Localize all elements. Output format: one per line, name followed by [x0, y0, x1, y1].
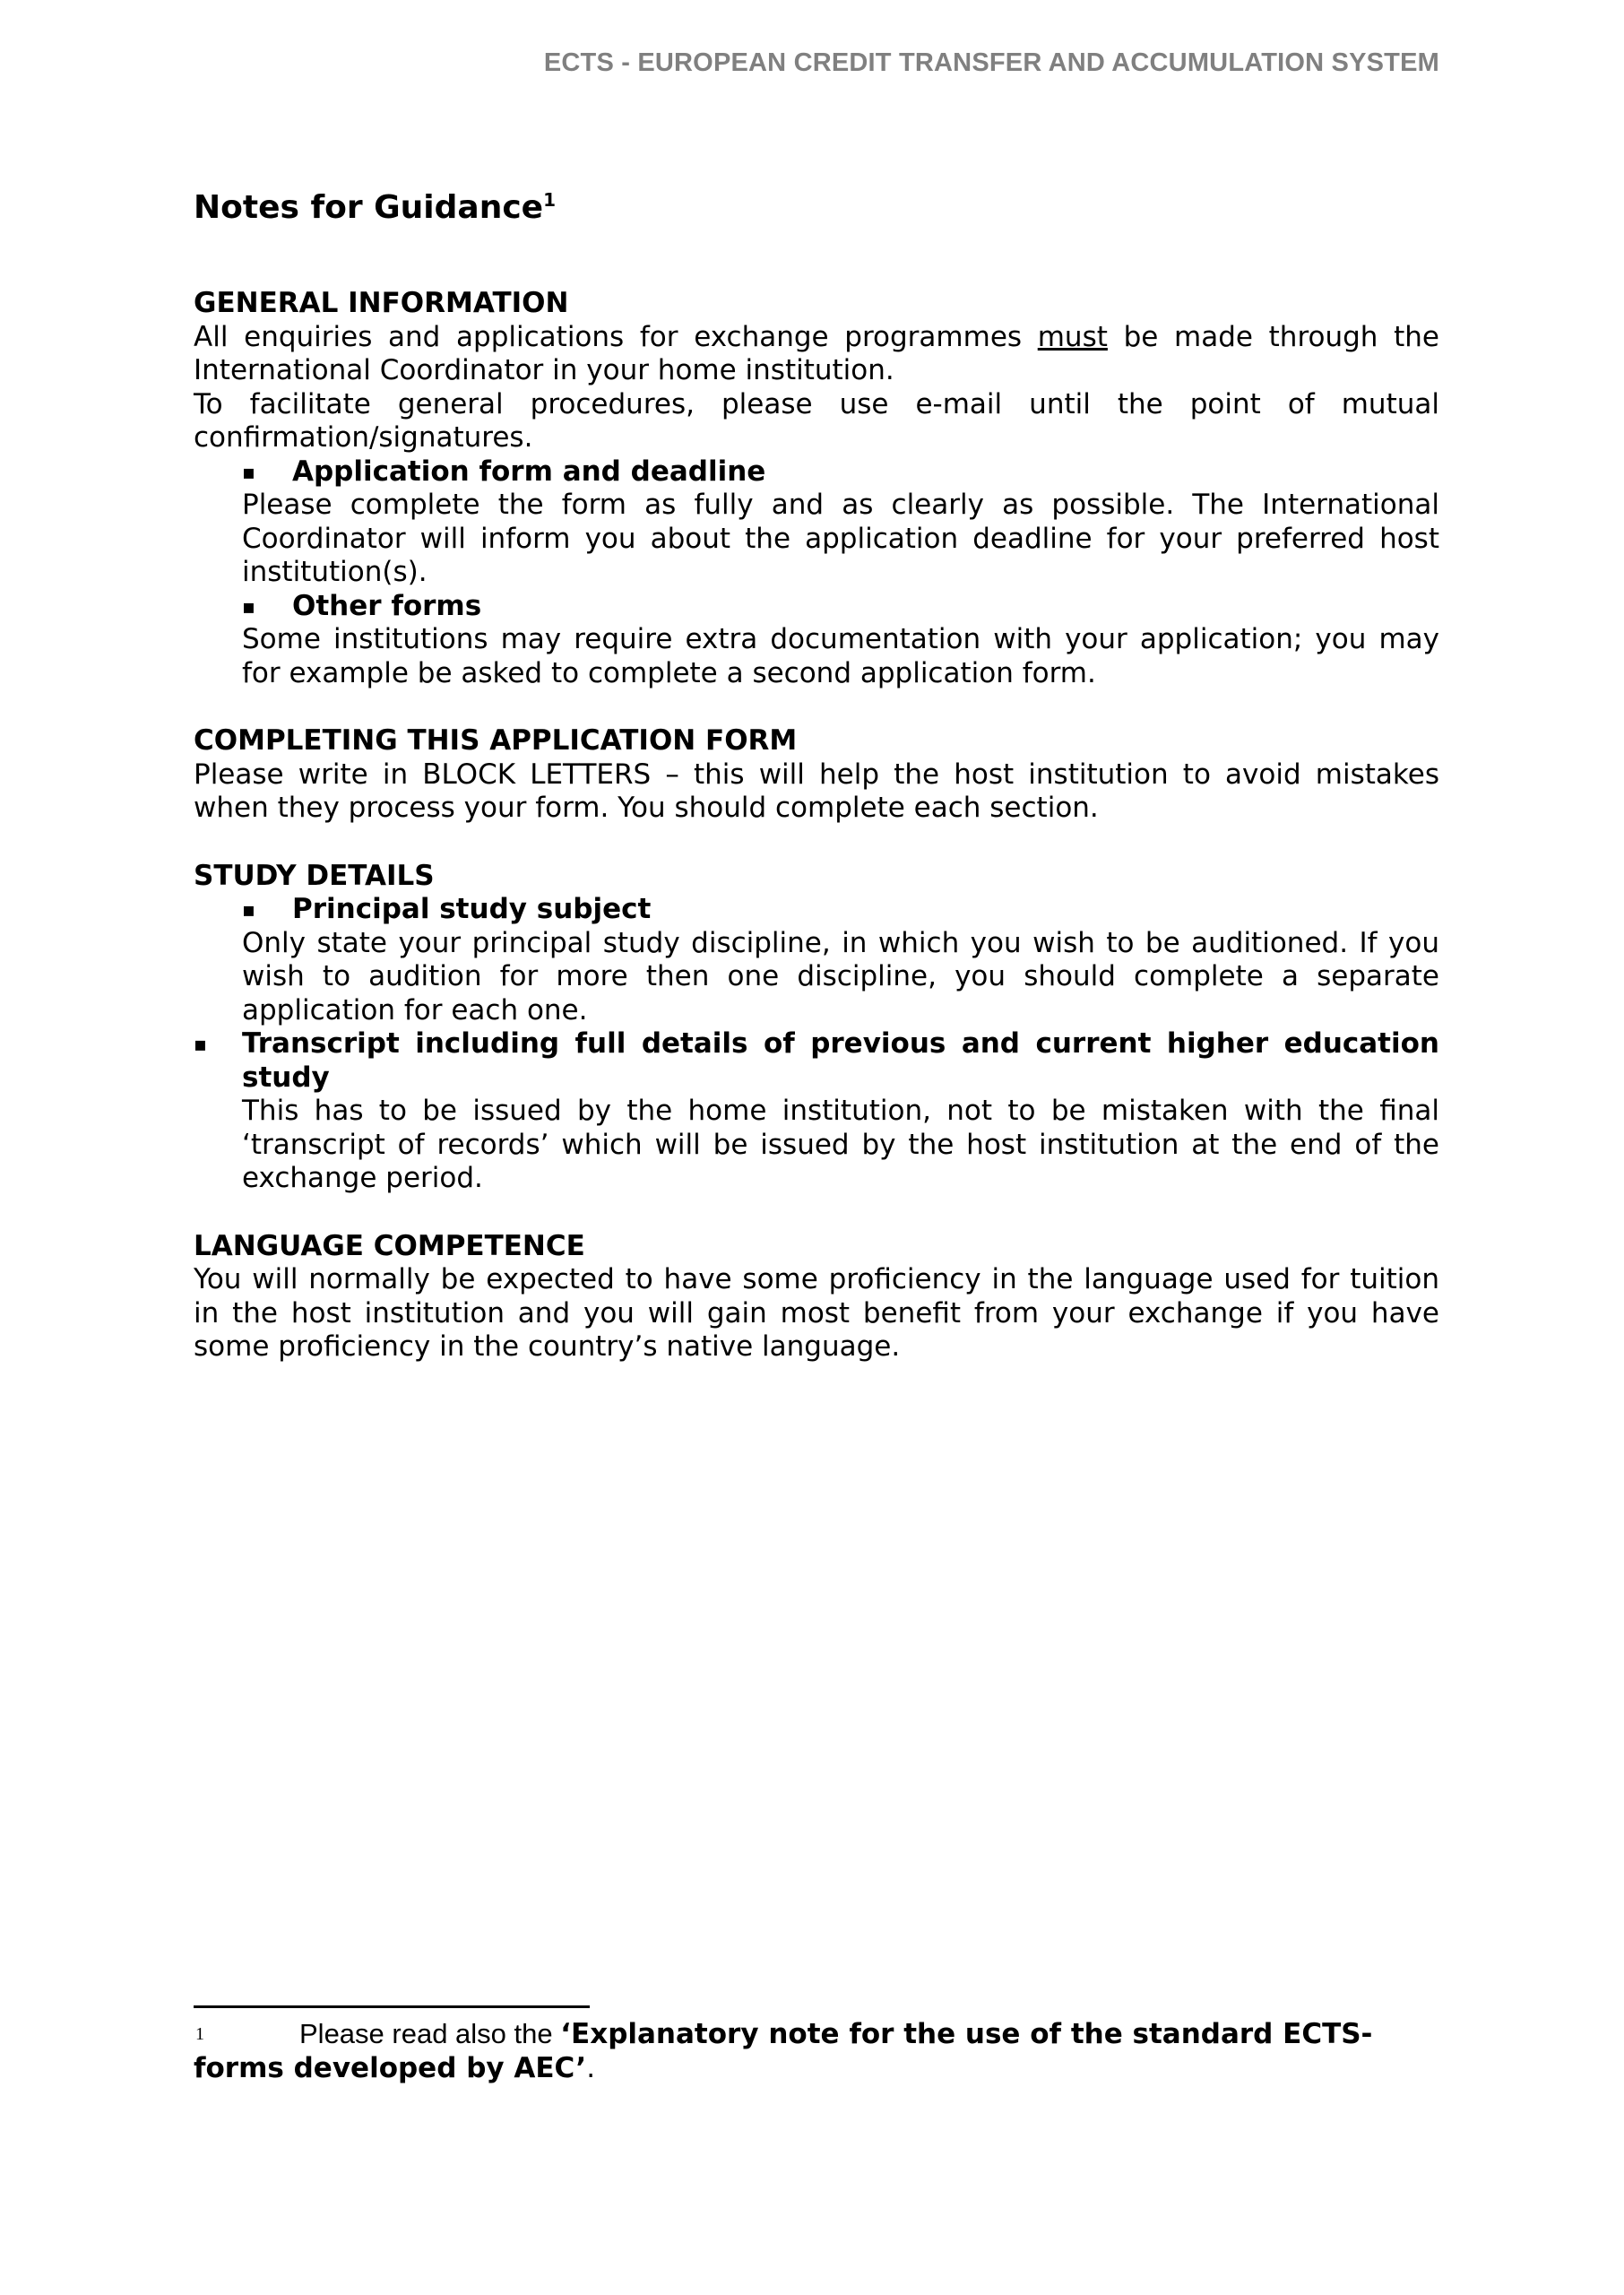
- bullet-principal-study: [194, 893, 1439, 927]
- bullet-text: Please complete the form as fully and as clearly as possible. The International Coordinator will inform you about the application deadline for your preferred host institution(s).: [242, 489, 1439, 588]
- footnote-end: .: [586, 2052, 596, 2084]
- footnote-intro: Please read also the: [299, 2018, 561, 2049]
- bullet-text: Only state your principal study discipline, in which you wish to be auditioned. If you wish to audition for more then one discipline, you should complete a separate application for each one.: [242, 926, 1439, 1026]
- must-emphasis: must: [1037, 320, 1108, 353]
- general-paragraph-1: [194, 321, 1439, 388]
- title-text: Notes for Guidance: [194, 189, 544, 226]
- bullet-text: Some institutions may require extra documentation with your application; you may for example be asked to complete a second application form.: [242, 623, 1439, 689]
- general-paragraph-2: To facilitate general procedures, please use e-mail until the point of mutual confirmation/signatures.: [194, 387, 1439, 454]
- page-title: [194, 188, 1439, 228]
- bullet-other-forms: [194, 590, 1439, 624]
- language-competence-heading: LANGUAGE COMPETENCE: [194, 1229, 585, 1262]
- footnote-separator: [194, 2005, 590, 2008]
- general-p1-before: All enquiries and applications for exchange programmes: [194, 320, 1038, 353]
- bullet-label: Application form and deadline: [292, 455, 766, 488]
- completing-form-heading: COMPLETING THIS APPLICATION FORM: [194, 724, 798, 757]
- footnote: [194, 2017, 1439, 2085]
- study-details-heading: STUDY DETAILS: [194, 859, 435, 892]
- bullet-text: This has to be issued by the home institution, not to be mistaken with the final ‘transcript of records’ which will be issued by the host institution at the end of the exchange period.: [242, 1095, 1439, 1194]
- bullet-square-icon: ▪: [242, 461, 255, 484]
- bullet-label: Transcript including full details of previous and current higher education study: [242, 1027, 1439, 1094]
- page-header: ECTS - EUROPEAN CREDIT TRANSFER AND ACCUMULATION SYSTEM: [543, 48, 1439, 77]
- page-content: [194, 188, 1439, 1399]
- footnote-bold-title: ‘Explanatory note for the use of the standard ECTS-forms developed by AEC’: [194, 2018, 1373, 2084]
- bullet-label: Other forms: [292, 589, 482, 622]
- general-p1-after: be made through the International Coordinator in your home institution.: [194, 320, 1440, 386]
- language-competence-section: [194, 1230, 1439, 1364]
- language-competence-text: You will normally be expected to have some proficiency in the language used for tuition in the host institution and you will gain most benefit from your exchange if you have some proficiency in the country’s native language.: [194, 1263, 1439, 1363]
- study-details-section: [194, 860, 1439, 1196]
- completing-form-text: Please write in BLOCK LETTERS – this will help the host institution to avoid mistakes when they process your form. You should complete each section.: [194, 758, 1439, 824]
- bullet-square-icon: ▪: [194, 1034, 207, 1056]
- general-information-heading: GENERAL INFORMATION: [194, 287, 569, 319]
- general-information-section: [194, 287, 1439, 690]
- bullet-square-icon: ▪: [242, 595, 255, 619]
- footnote-reference[interactable]: 1: [543, 189, 557, 211]
- bullet-application-form: [194, 455, 1439, 489]
- completing-form-section: [194, 724, 1439, 826]
- bullet-label: Principal study subject: [292, 893, 652, 925]
- bullet-transcript: [194, 1027, 1439, 1095]
- footnote-number: 1: [195, 2024, 204, 2044]
- bullet-square-icon: ▪: [242, 899, 255, 922]
